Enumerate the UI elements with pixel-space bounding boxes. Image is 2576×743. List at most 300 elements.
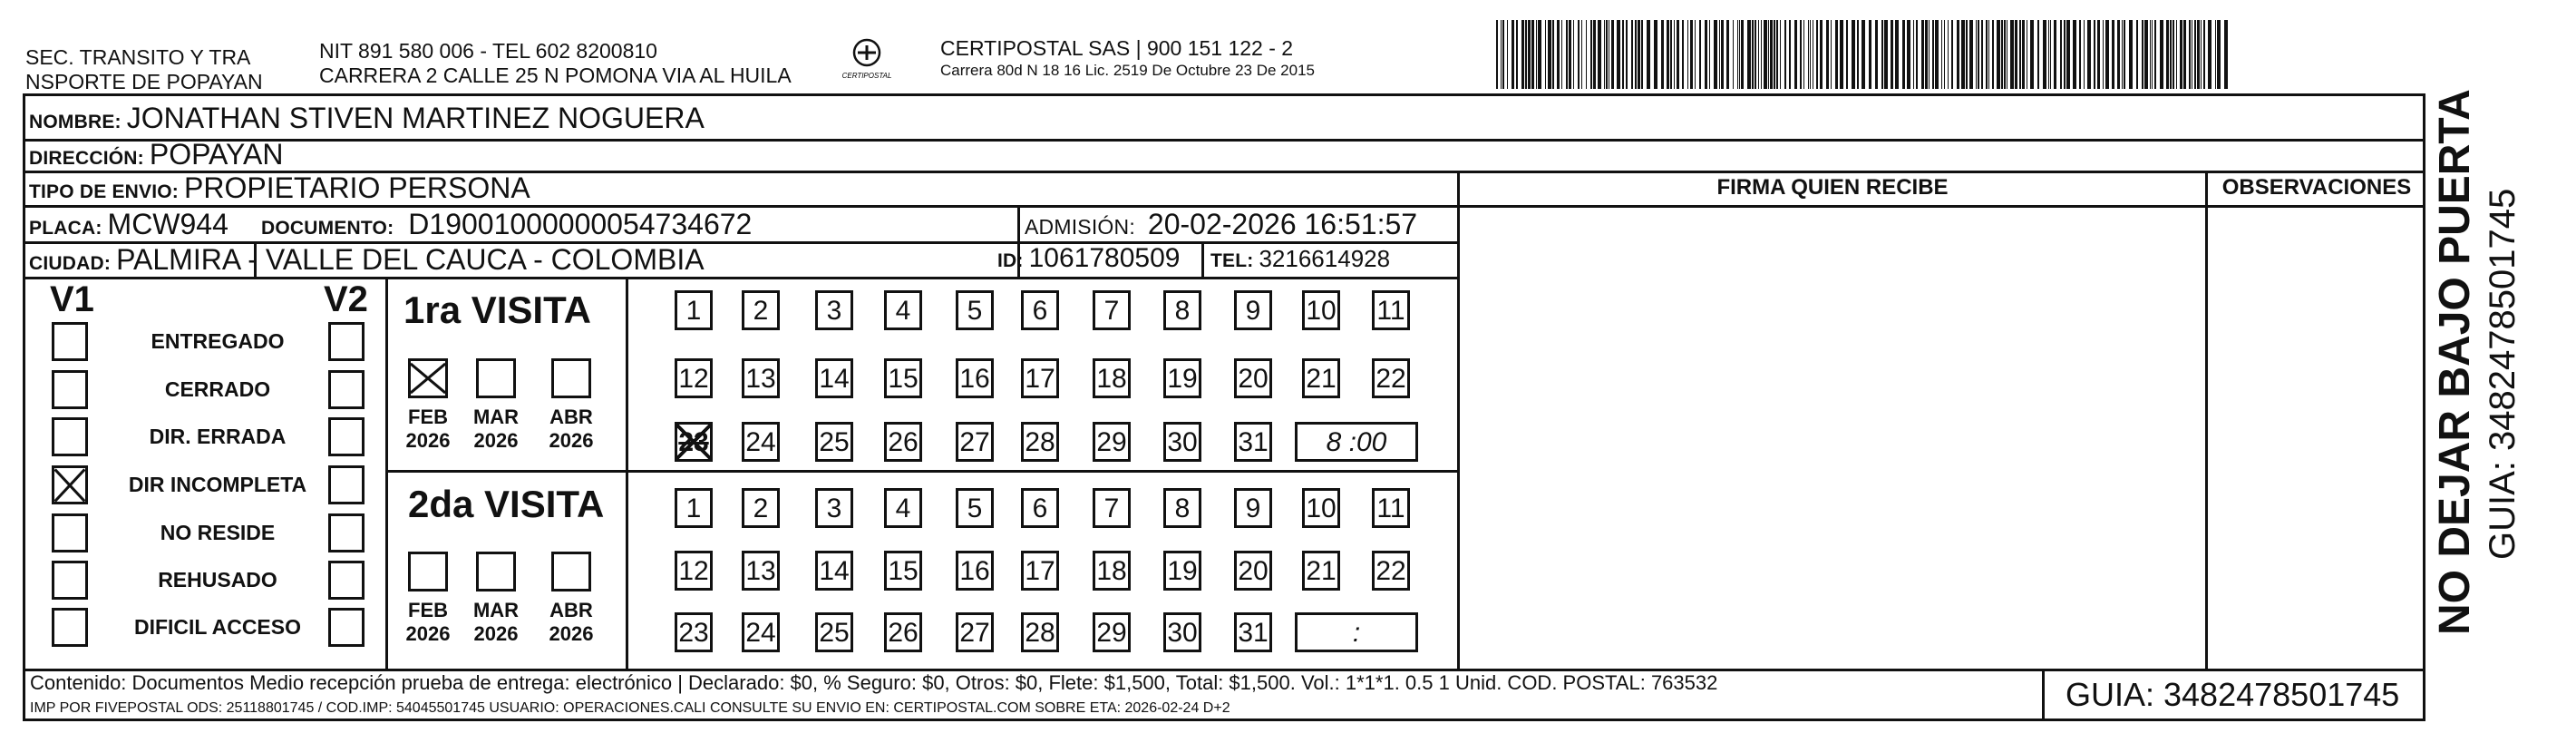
admision-row xyxy=(1025,208,1417,241)
sender-line-2: NSPORTE DE POPAYAN xyxy=(25,70,263,93)
barcode-bar xyxy=(1525,20,1527,89)
second-visit-day-box[interactable]: 6 xyxy=(1021,488,1059,528)
month-year: 2026 xyxy=(549,622,594,645)
first-visit-day-box[interactable]: 22 xyxy=(1372,358,1410,398)
barcode-bar xyxy=(2043,20,2046,89)
second-visit-time-box[interactable]: : xyxy=(1295,612,1418,652)
barcode-bar xyxy=(1929,20,1930,89)
barcode-bar xyxy=(2224,20,2228,89)
contenido-text: Contenido: Documentos Medio recepción prueba de entrega: electrónico | Declarado: $0, % Seguro: $0, Otros: $0, Flete: $1,500, Total: $1,500. Vol.: 1*1*1. 0.5 1 Unid. COD. POSTAL: 763532 xyxy=(30,671,1718,694)
barcode-bar xyxy=(1780,20,1781,89)
barcode-bar xyxy=(2048,20,2049,89)
barcode-bar xyxy=(1512,20,1514,89)
first-visit-month-checkbox[interactable] xyxy=(551,358,591,398)
barcode-bar xyxy=(1626,20,1628,89)
barcode-bar xyxy=(1764,20,1767,89)
second-visit-day-box[interactable]: 27 xyxy=(956,612,994,652)
second-visit-day-box[interactable]: 23 xyxy=(675,612,713,652)
sender-name xyxy=(25,45,263,94)
barcode-bar xyxy=(1932,20,1934,89)
admision-value: 20-02-2026 16:51:57 xyxy=(1147,208,1418,240)
barcode-bar xyxy=(2030,20,2034,89)
first-visit-day-box[interactable]: 14 xyxy=(815,358,853,398)
ciudad-label: CIUDAD: xyxy=(29,253,112,274)
first-visit-day-box[interactable]: 21 xyxy=(1302,358,1340,398)
barcode-bar xyxy=(1891,20,1893,89)
v1-header: V1 xyxy=(50,279,94,319)
logo-icon xyxy=(836,36,898,82)
v1-checkbox[interactable] xyxy=(52,513,88,552)
barcode-bar xyxy=(2176,20,2177,89)
divider xyxy=(385,277,388,669)
sender-line-1: SEC. TRANSITO Y TRA xyxy=(25,45,251,69)
barcode-bar xyxy=(1961,20,1965,89)
logo-text: CERTIPOSTAL xyxy=(841,72,892,80)
barcode-bar xyxy=(1496,20,1498,89)
second-visit-day-box[interactable]: 8 xyxy=(1163,488,1201,528)
barcode-bar xyxy=(1992,20,1994,89)
month-year: 2026 xyxy=(549,429,594,452)
placa-value: MCW944 xyxy=(107,208,228,240)
v1-checkbox[interactable] xyxy=(52,322,88,361)
barcode-bar xyxy=(1635,20,1637,89)
barcode-bar xyxy=(1536,20,1537,89)
second-visit-month-label xyxy=(544,599,598,646)
barcode-bar xyxy=(1741,20,1744,89)
month-name: ABR xyxy=(549,406,593,428)
second-visit-day-box[interactable]: 4 xyxy=(884,488,922,528)
barcode-bar xyxy=(1944,20,1945,89)
barcode-bar xyxy=(2142,20,2143,89)
barcode-bar xyxy=(1816,20,1818,89)
id-value: 1061780509 xyxy=(1028,243,1181,273)
second-visit-month-checkbox[interactable] xyxy=(476,552,516,591)
barcode-bar xyxy=(1862,20,1865,89)
barcode-bar xyxy=(2194,20,2196,89)
second-visit-day-box[interactable]: 19 xyxy=(1163,551,1201,591)
second-visit-month-label xyxy=(469,599,523,646)
first-visit-day-box[interactable]: 13 xyxy=(742,358,780,398)
barcode-bar xyxy=(2022,20,2025,89)
divider xyxy=(2042,669,2045,721)
second-visit-month-label xyxy=(401,599,455,646)
barcode-bar xyxy=(1667,20,1669,89)
first-visit-title: 1ra VISITA xyxy=(403,288,591,331)
barcode-bar xyxy=(1916,20,1918,89)
nombre-value: JONATHAN STIVEN MARTINEZ NOGUERA xyxy=(126,102,705,134)
tel-row xyxy=(1210,245,1390,273)
barcode-bar xyxy=(1869,20,1871,89)
barcode-bar xyxy=(2004,20,2006,89)
side-guia: GUIA: 3482478501745 xyxy=(2483,188,2523,560)
first-visit-month-label xyxy=(544,406,598,453)
second-visit-day-box[interactable]: 12 xyxy=(675,551,713,591)
barcode-bar xyxy=(1776,20,1778,89)
barcode-bar xyxy=(2019,20,2021,89)
first-visit-day-box[interactable]: 29 xyxy=(1093,422,1131,462)
second-visit-day-box[interactable]: 13 xyxy=(742,551,780,591)
first-visit-day-box[interactable]: 10 xyxy=(1302,290,1340,330)
barcode-bar xyxy=(1784,20,1786,89)
barcode-bar xyxy=(1531,20,1534,89)
barcode-bar xyxy=(2170,20,2172,89)
barcode-bar xyxy=(1831,20,1832,89)
barcode-bar xyxy=(1611,20,1614,89)
direccion-row xyxy=(29,138,283,171)
barcode-bar xyxy=(1840,20,1843,89)
first-visit-day-box[interactable]: 26 xyxy=(884,422,922,462)
id-row xyxy=(997,243,1180,274)
first-visit-day-box[interactable]: 12 xyxy=(675,358,713,398)
month-year: 2026 xyxy=(405,622,451,645)
no-dejar-bajo-puerta: NO DEJAR BAJO PUERTA xyxy=(2431,89,2479,635)
second-visit-day-box[interactable]: 21 xyxy=(1302,551,1340,591)
second-visit-day-box[interactable]: 22 xyxy=(1372,551,1410,591)
nombre-label: NOMBRE: xyxy=(29,112,122,132)
barcode-bar xyxy=(1969,20,1973,89)
barcode-bar xyxy=(2144,20,2148,89)
v2-checkbox[interactable] xyxy=(328,465,365,504)
barcode-bar xyxy=(1747,20,1751,89)
barcode-bar xyxy=(1913,20,1914,89)
barcode-bar xyxy=(2152,20,2153,89)
barcode-bar xyxy=(1714,20,1717,89)
barcode-bar xyxy=(1661,20,1664,89)
address-line: CARRERA 2 CALLE 25 N POMONA VIA AL HUILA xyxy=(319,64,792,87)
first-visit-day-box[interactable]: 17 xyxy=(1021,358,1059,398)
first-visit-time-box[interactable]: 8 :00 xyxy=(1295,422,1418,462)
second-visit-day-box[interactable]: 20 xyxy=(1234,551,1272,591)
second-visit-day-box[interactable]: 3 xyxy=(815,488,853,528)
day-number: 23 xyxy=(678,427,709,457)
second-visit-day-box[interactable]: 5 xyxy=(956,488,994,528)
barcode-bar xyxy=(1622,20,1624,89)
barcode-bar xyxy=(1986,20,1988,89)
barcode-bar xyxy=(1935,20,1939,89)
second-visit-day-box[interactable]: 26 xyxy=(884,612,922,652)
barcode-bar xyxy=(1590,20,1592,89)
barcode-bar xyxy=(1761,20,1762,89)
v1-checkbox[interactable] xyxy=(52,370,88,409)
barcode-bar xyxy=(1677,20,1679,89)
barcode-bar xyxy=(1647,20,1650,89)
barcode-bar xyxy=(1981,20,1983,89)
barcode-bar xyxy=(1758,20,1759,89)
barcode-bar xyxy=(1561,20,1562,89)
barcode-bar xyxy=(1755,20,1756,89)
barcode-bar xyxy=(1978,20,1979,89)
second-visit-day-box[interactable]: 24 xyxy=(742,612,780,652)
second-visit-day-box[interactable]: 2 xyxy=(742,488,780,528)
barcode-bar xyxy=(2054,20,2056,89)
v1-checkbox[interactable] xyxy=(52,561,88,600)
first-visit-day-box[interactable]: 4 xyxy=(884,290,922,330)
barcode-bar xyxy=(1502,20,1504,89)
direccion-label: DIRECCIÓN: xyxy=(29,148,144,169)
barcode-bar xyxy=(1774,20,1775,89)
barcode-bar xyxy=(2117,20,2120,89)
reason-label: REHUSADO xyxy=(158,568,277,591)
barcode-bar xyxy=(1569,20,1571,89)
nit-line: NIT 891 580 006 - TEL 602 8200810 xyxy=(319,39,657,63)
barcode-bar xyxy=(2208,20,2211,89)
barcode-bar xyxy=(1941,20,1942,89)
month-name: FEB xyxy=(408,599,448,621)
first-visit-day-box[interactable]: 31 xyxy=(1234,422,1272,462)
first-visit-month-label xyxy=(401,406,455,453)
divider xyxy=(626,277,628,669)
barcode-bar xyxy=(1739,20,1740,89)
month-name: ABR xyxy=(549,599,593,621)
barcode-bar xyxy=(2201,20,2202,89)
v1-checkbox[interactable] xyxy=(52,417,88,456)
id-label: ID: xyxy=(997,250,1024,271)
ciudad-value: PALMIRA - VALLE DEL CAUCA - COLOMBIA xyxy=(116,243,705,276)
reason-label: DIR INCOMPLETA xyxy=(128,473,307,496)
barcode-bar xyxy=(1895,20,1899,89)
barcode-bar xyxy=(1719,20,1720,89)
first-visit-day-box[interactable]: 6 xyxy=(1021,290,1059,330)
barcode-bar xyxy=(1826,20,1829,89)
barcode-bar xyxy=(1528,20,1531,89)
barcode-bar xyxy=(1578,20,1580,89)
barcode-bar xyxy=(2087,20,2091,89)
barcode-bar xyxy=(1976,20,1977,89)
barcode-bar xyxy=(1737,20,1738,89)
barcode-bar xyxy=(1820,20,1823,89)
second-visit-day-box[interactable]: 29 xyxy=(1093,612,1131,652)
divider xyxy=(23,139,2425,142)
barcode-bar xyxy=(1881,20,1883,89)
license-line: Carrera 80d N 18 16 Lic. 2519 De Octubre 23 De 2015 xyxy=(940,62,1315,79)
barcode-bar xyxy=(1670,20,1672,89)
barcode-bar xyxy=(2060,20,2062,89)
first-visit-day-box[interactable]: 24 xyxy=(742,422,780,462)
barcode-bar xyxy=(1770,20,1773,89)
second-visit-day-box[interactable]: 25 xyxy=(815,612,853,652)
second-visit-day-box[interactable]: 28 xyxy=(1021,612,1059,652)
barcode-bar xyxy=(1566,20,1568,89)
barcode-bar xyxy=(2154,20,2156,89)
barcode-bar xyxy=(2217,20,2221,89)
tel-label: TEL: xyxy=(1210,250,1254,271)
second-visit-day-box[interactable]: 30 xyxy=(1163,612,1201,652)
barcode-bar xyxy=(1709,20,1710,89)
v1-checkbox[interactable] xyxy=(52,465,88,504)
first-visit-day-box[interactable]: 28 xyxy=(1021,422,1059,462)
barcode-bar xyxy=(2189,20,2191,89)
barcode-bar xyxy=(2173,20,2174,89)
second-visit-day-box[interactable]: 10 xyxy=(1302,488,1340,528)
barcode-bar xyxy=(1682,20,1684,89)
tipo-envio-row xyxy=(29,171,530,205)
barcode-bar xyxy=(1925,20,1928,89)
barcode-bar xyxy=(1852,20,1855,89)
second-visit-day-box[interactable]: 31 xyxy=(1234,612,1272,652)
barcode-bar xyxy=(2084,20,2085,89)
first-visit-day-box[interactable]: 7 xyxy=(1093,290,1131,330)
admision-label: ADMISIÓN: xyxy=(1025,215,1135,239)
barcode-bar xyxy=(1789,20,1791,89)
barcode-bar xyxy=(2097,20,2100,89)
barcode-bar xyxy=(1884,20,1888,89)
first-visit-day-box[interactable]: 8 xyxy=(1163,290,1201,330)
month-year: 2026 xyxy=(473,429,519,452)
barcode-bar xyxy=(2197,20,2200,89)
barcode-bar xyxy=(1902,20,1905,89)
second-visit-day-box[interactable]: 14 xyxy=(815,551,853,591)
observaciones-title: OBSERVACIONES xyxy=(2221,175,2412,200)
first-visit-day-box[interactable] xyxy=(675,422,713,462)
tel-value: 3216614928 xyxy=(1259,245,1391,272)
barcode-bar xyxy=(2215,20,2216,89)
barcode-bar xyxy=(1948,20,1949,89)
barcode-bar xyxy=(2050,20,2051,89)
divider xyxy=(385,470,1457,473)
reason-label: NO RESIDE xyxy=(160,521,276,544)
barcode-bar xyxy=(1733,20,1734,89)
barcode-bar xyxy=(1538,20,1541,89)
barcode-bar xyxy=(1586,20,1587,89)
v2-checkbox[interactable] xyxy=(328,608,365,647)
first-visit-day-box[interactable]: 9 xyxy=(1234,290,1272,330)
v1-checkbox[interactable] xyxy=(52,608,88,647)
barcode-bar xyxy=(1604,20,1605,89)
barcode-bar xyxy=(1606,20,1608,89)
barcode-bar xyxy=(1857,20,1859,89)
documento-row xyxy=(261,208,752,241)
second-visit-title: 2da VISITA xyxy=(408,483,605,525)
second-visit-day-box[interactable]: 15 xyxy=(884,551,922,591)
first-visit-day-box[interactable]: 25 xyxy=(815,422,853,462)
barcode-bar xyxy=(2136,20,2138,89)
first-visit-day-box[interactable]: 1 xyxy=(675,290,713,330)
barcode-bar xyxy=(1638,20,1640,89)
second-visit-day-box[interactable]: 9 xyxy=(1234,488,1272,528)
month-name: MAR xyxy=(472,406,520,428)
barcode-bar xyxy=(1726,20,1729,89)
barcode-bar xyxy=(1598,20,1601,89)
divider xyxy=(1201,241,1204,278)
v2-checkbox[interactable] xyxy=(328,322,365,361)
v2-checkbox[interactable] xyxy=(328,417,365,456)
second-visit-day-box[interactable]: 18 xyxy=(1093,551,1131,591)
first-visit-day-box[interactable]: 20 xyxy=(1234,358,1272,398)
barcode-bar xyxy=(1501,20,1502,89)
barcode-bar xyxy=(1794,20,1797,89)
guia-footer: GUIA: 3482478501745 xyxy=(2066,676,2400,713)
barcode-bar xyxy=(1699,20,1701,89)
barcode-bar xyxy=(2129,20,2133,89)
signature-area[interactable] xyxy=(1460,208,2205,669)
first-visit-day-box[interactable]: 27 xyxy=(956,422,994,462)
barcode-bar xyxy=(1674,20,1675,89)
second-visit-day-box[interactable]: 1 xyxy=(675,488,713,528)
company-line: CERTIPOSTAL SAS | 900 151 122 - 2 xyxy=(940,36,1294,60)
first-visit-month-checkbox[interactable] xyxy=(476,358,516,398)
barcode-bar xyxy=(2064,20,2066,89)
barcode-bar xyxy=(2150,20,2151,89)
barcode-bar xyxy=(2079,20,2081,89)
documento-value: D19001000000054734672 xyxy=(408,208,753,240)
barcode-bar xyxy=(1957,20,1959,89)
reason-label: DIR. ERRADA xyxy=(149,425,287,448)
first-visit-month-label xyxy=(469,406,523,453)
barcode-bar xyxy=(1800,20,1802,89)
barcode-bar xyxy=(1641,20,1643,89)
second-visit-day-box[interactable]: 7 xyxy=(1093,488,1131,528)
barcode-bar xyxy=(2122,20,2123,89)
barcode-bar xyxy=(1803,20,1804,89)
barcode-bar xyxy=(2066,20,2070,89)
v2-checkbox[interactable] xyxy=(328,513,365,552)
month-year: 2026 xyxy=(473,622,519,645)
v2-checkbox[interactable] xyxy=(328,370,365,409)
divider xyxy=(23,277,1457,279)
barcode-bar xyxy=(1552,20,1554,89)
observations-area[interactable] xyxy=(2208,208,2425,669)
second-visit-month-checkbox[interactable] xyxy=(551,552,591,591)
barcode-bar xyxy=(1907,20,1910,89)
barcode-bar xyxy=(1631,20,1633,89)
barcode-bar xyxy=(1705,20,1707,89)
tipo-label: TIPO DE ENVIO: xyxy=(29,181,179,202)
barcode-bar xyxy=(1581,20,1582,89)
barcode-bar xyxy=(1951,20,1953,89)
direccion-value: POPAYAN xyxy=(149,138,284,171)
first-visit-day-box[interactable]: 2 xyxy=(742,290,780,330)
documento-label: DOCUMENTO: xyxy=(261,218,394,239)
barcode-bar xyxy=(1617,20,1620,89)
barcode-bar xyxy=(1988,20,1989,89)
barcode-bar xyxy=(1808,20,1809,89)
barcode-bar xyxy=(1695,20,1696,89)
barcode-bar xyxy=(2203,20,2205,89)
v2-checkbox[interactable] xyxy=(328,561,365,600)
first-visit-day-box[interactable]: 30 xyxy=(1163,422,1201,462)
barcode-bar xyxy=(1810,20,1811,89)
sender-contact xyxy=(319,39,792,88)
nombre-row xyxy=(29,102,705,135)
first-visit-day-box[interactable]: 16 xyxy=(956,358,994,398)
tipo-value: PROPIETARIO PERSONA xyxy=(184,171,530,204)
first-visit-month-checkbox[interactable] xyxy=(408,358,448,398)
ciudad-row xyxy=(29,243,705,277)
barcode-bar xyxy=(2015,20,2017,89)
barcode-bar xyxy=(1654,20,1657,89)
barcode-bar xyxy=(2180,20,2182,89)
month-name: MAR xyxy=(472,599,520,621)
first-visit-day-box[interactable]: 18 xyxy=(1093,358,1131,398)
first-visit-day-box[interactable]: 3 xyxy=(815,290,853,330)
first-visit-day-box[interactable]: 19 xyxy=(1163,358,1201,398)
first-visit-day-box[interactable]: 5 xyxy=(956,290,994,330)
barcode-bar xyxy=(1835,20,1838,89)
first-visit-day-box[interactable]: 15 xyxy=(884,358,922,398)
reason-label: DIFICIL ACCESO xyxy=(133,615,301,639)
barcode-bar xyxy=(1516,20,1518,89)
second-visit-month-checkbox[interactable] xyxy=(408,552,448,591)
second-visit-day-box[interactable]: 16 xyxy=(956,551,994,591)
second-visit-day-box[interactable]: 17 xyxy=(1021,551,1059,591)
second-visit-day-box[interactable]: 11 xyxy=(1372,488,1410,528)
imp-text: IMP POR FIVEPOSTAL ODS: 25118801745 / COD.IMP: 54045501745 USUARIO: OPERACIONES.CALI CONSULTE SU ENVIO EN: CERTIPOSTAL.COM SOBRE ETA: 2026-02-24 D+2 xyxy=(30,700,1230,716)
first-visit-day-box[interactable]: 11 xyxy=(1372,290,1410,330)
barcode-bar xyxy=(1687,20,1688,89)
barcode-bar xyxy=(1875,20,1878,89)
reason-label: ENTREGADO xyxy=(151,329,285,353)
barcode-bar xyxy=(2094,20,2095,89)
